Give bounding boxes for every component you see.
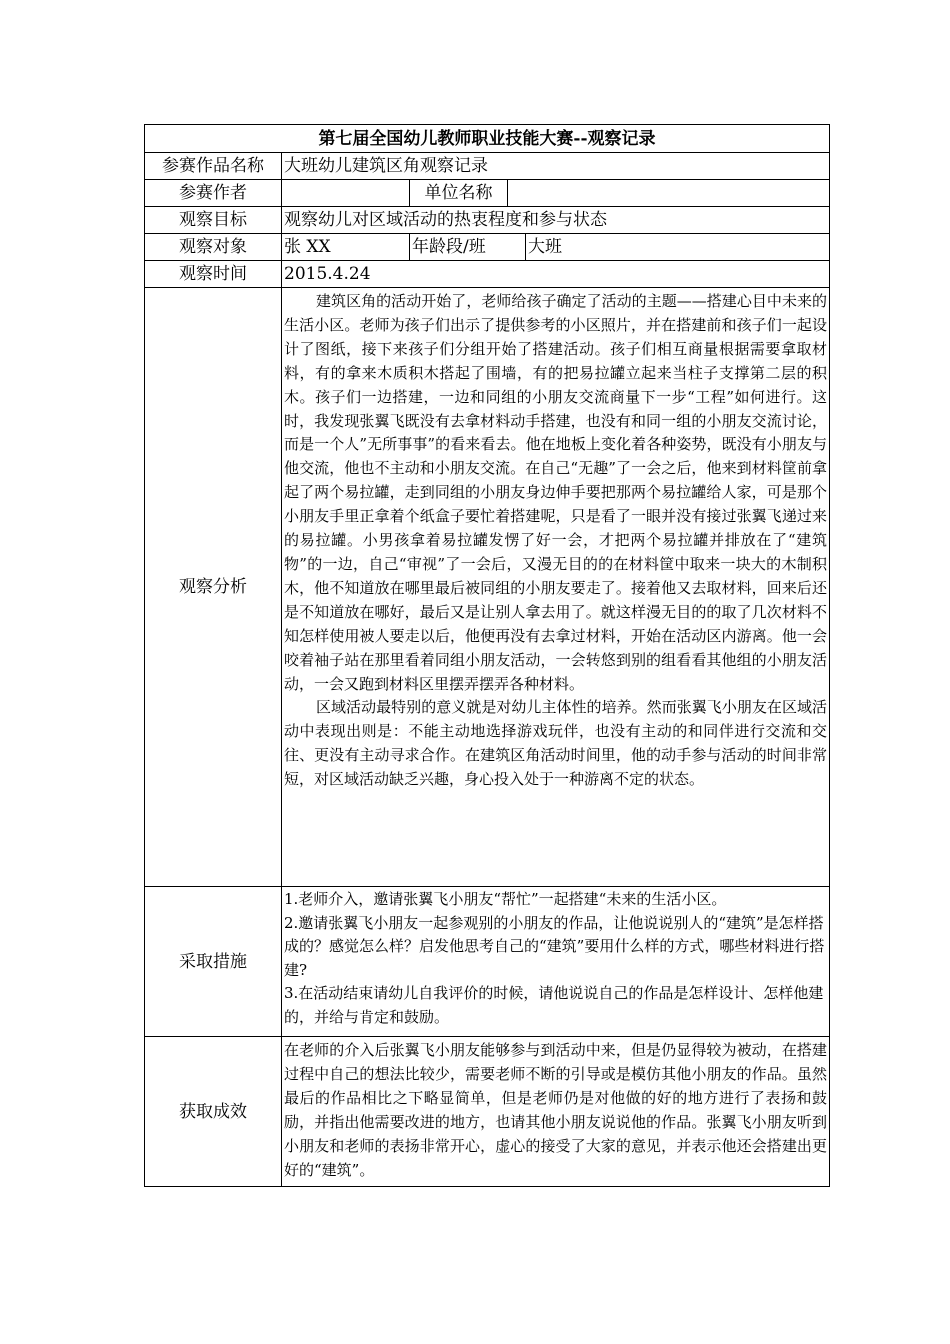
document-title: 第七届全国幼儿教师职业技能大赛--观察记录 <box>145 125 830 153</box>
analysis-content <box>282 288 830 887</box>
subject-label: 观察对象 <box>145 234 282 261</box>
time-label: 观察时间 <box>145 261 282 288</box>
unit-name-value <box>508 180 830 207</box>
analysis-label: 观察分析 <box>145 288 282 887</box>
analysis-paragraph: 建筑区角的活动开始了，老师给孩子确定了活动的主题——搭建心目中未来的生活小区。老师为孩子们出示了提供参考的小区照片，并在搭建前和孩子们一起设计了图纸，接下来孩子们分组开始了搭建活动。孩子们相互商量根据需要拿取材料，有的拿来木质积木搭起了围墙，有的把易拉罐立起来当柱子支撑第二层的积木。孩子们一边搭建，一边和同组的小朋友交流商量下一步“工程”如何进行。这时，我发现张翼飞既没有去拿材料动手搭建，也没有和同一组的小朋友交流讨论，而是一个人”无所事事”的看来看去。他在地板上变化着各种姿势，既没有小朋友与他交流，他也不主动和小朋友交流。在自己“无趣”了一会之后，他来到材料筐前拿起了两个易拉罐，走到同组的小朋友身边伸手要把那两个易拉罐给人家，可是那个小朋友手里正拿着个纸盒子要忙着搭建呢，只是看了一眼并没有接过张翼飞递过来的易拉罐。小男孩拿着易拉罐发愣了好一会，才把两个易拉罐并排放在了“建筑物”的一边，自己“审视”了一会后，又漫无目的的在材料筐中取来一块大的木制积木，他不知道放在哪里最后被同组的小朋友要走了。接着他又去取材料，回来后还是不知道放在哪好，最后又是让别人拿去用了。就这样漫无目的的取了几次材料不知怎样使用被人要走以后，他便再没有去拿过材料，开始在活动区内游离。他一会咬着袖子站在那里看着同组小朋友活动，一会转悠到别的组看看其他组的小朋友活动，一会又跑到材料区里摆弄摆弄各种材料。 <box>284 292 828 693</box>
measure-item: 1.老师介入，邀请张翼飞小朋友“帮忙”一起搭建“未来的生活小区。 <box>284 890 727 908</box>
results-text: 在老师的介入后张翼飞小朋友能够参与到活动中来，但是仍显得较为被动，在搭建过程中自己的想法比较少，需要老师不断的引导或是模仿其他小朋友的作品。虽然最后的作品相比之下略显简单，但是老师仍是对他做的好的地方进行了表扬和鼓励，并指出他需要改进的地方，也请其他小朋友说说他的作品。张翼飞小朋友听到小朋友和老师的表扬非常开心，虚心的接受了大家的意见，并表示他还会搭建出更好的“建筑”。 <box>284 1041 828 1179</box>
goal-value: 观察幼儿对区域活动的热衷程度和参与状态 <box>282 207 830 234</box>
unit-name-label: 单位名称 <box>410 180 508 207</box>
measure-item: 3.在活动结束请幼儿自我评价的时候，请他说说自己的作品是怎样设计、怎样他建的，并给与肯定和鼓励。 <box>284 984 824 1026</box>
measure-item: 2.邀请张翼飞小朋友一起参观别的小朋友的作品，让他说说别人的“建筑”是怎样搭成的？感觉怎么样？启发他思考自己的“建筑”要用什么样的方式，哪些材料进行搭建? <box>284 913 825 979</box>
work-name-label: 参赛作品名称 <box>145 153 282 180</box>
age-class-label: 年龄段/班 <box>410 234 526 261</box>
goal-label: 观察目标 <box>145 207 282 234</box>
age-class-value: 大班 <box>526 234 830 261</box>
subject-value: 张 XX <box>282 234 410 261</box>
author-value <box>282 180 410 207</box>
time-value: 2015.4.24 <box>282 261 830 288</box>
results-content <box>282 1037 830 1187</box>
analysis-paragraph: 区域活动最特别的意义就是对幼儿主体性的培养。然而张翼飞小朋友在区域活动中表现出则是：不能主动地选择游戏玩伴，也没有主动的和同伴进行交流和交往、更没有主动寻求合作。在建筑区角活动时间里，他的动手参与活动的时间非常短，对区域活动缺乏兴趣，身心投入处于一种游离不定的状态。 <box>284 698 828 789</box>
work-name-value: 大班幼儿建筑区角观察记录 <box>282 153 830 180</box>
measures-label: 采取措施 <box>145 887 282 1037</box>
author-label: 参赛作者 <box>145 180 282 207</box>
results-label: 获取成效 <box>145 1037 282 1187</box>
measures-content <box>282 887 830 1037</box>
observation-record-table <box>144 124 830 1187</box>
